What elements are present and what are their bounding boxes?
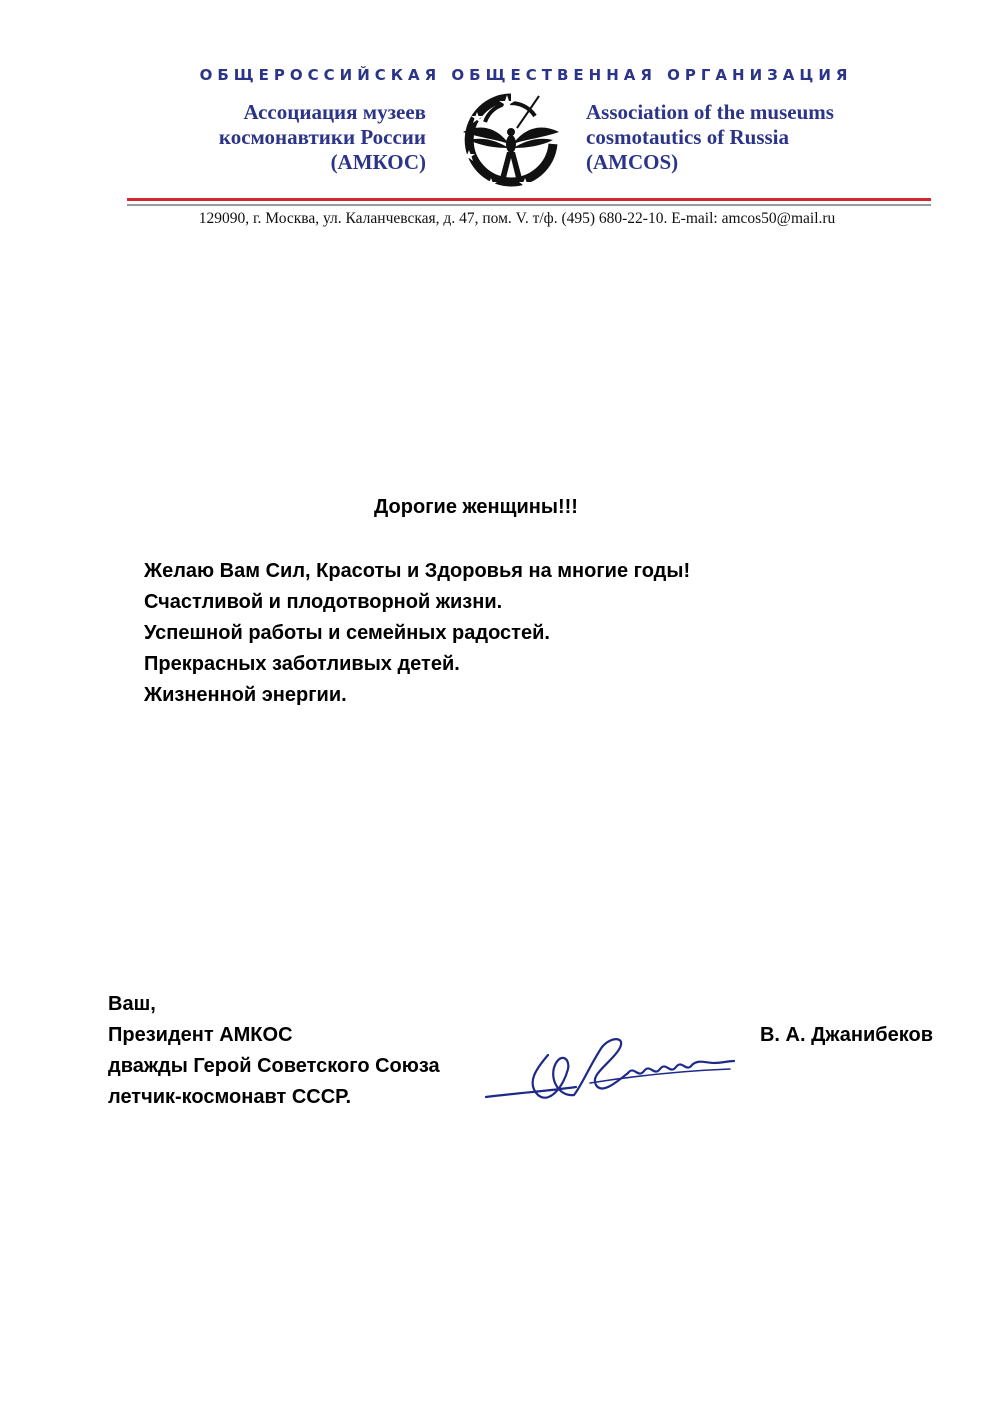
contact-address: 129090, г. Москва, ул. Каланчевская, д. 47, пом. V. т/ф. (495) 680-22-10. E-mail: amcos50@mail.ru (198, 210, 836, 227)
greeting-heading: Дорогие женщины!!! (374, 496, 578, 518)
wish-line: Успешной работы и семейных радостей. (144, 622, 550, 644)
association-name-en-line: cosmotautics of Russia (586, 125, 789, 149)
handwritten-signature-icon (478, 1025, 740, 1115)
wish-line: Прекрасных заботливых детей. (144, 653, 460, 675)
association-name-en-line: Association of the museums (586, 100, 834, 124)
wish-line: Жизненной энергии. (144, 684, 347, 706)
association-name-ru-line: Ассоциация музеев (243, 100, 426, 124)
association-name-en (586, 100, 834, 175)
signoff-block (108, 989, 440, 1113)
association-name-ru-line: космонавтики России (218, 125, 426, 149)
wishes-block (144, 556, 690, 711)
signoff-line: Президент АМКОС (108, 1024, 293, 1046)
association-name-ru-line: (АМКОС) (330, 150, 426, 174)
association-name-ru (219, 100, 426, 175)
signoff-line: дважды Герой Советского Союза (108, 1055, 440, 1077)
letterhead-divider-red (127, 198, 931, 201)
winged-figure-stars-emblem-icon (455, 92, 567, 192)
association-name-en-line: (AMCOS) (586, 150, 679, 174)
signoff-line: летчик-космонавт СССР. (108, 1086, 352, 1108)
signoff-line: Ваш, (108, 993, 156, 1015)
wish-line: Желаю Вам Сил, Красоты и Здоровья на многие годы! (144, 560, 691, 582)
signatory-name: В. А. Джанибеков (759, 1024, 933, 1046)
letterhead-divider-gray (127, 204, 931, 206)
org-title: ОБЩЕРОССИЙСКАЯ ОБЩЕСТВЕННАЯ ОРГАНИЗАЦИЯ (199, 66, 853, 84)
wish-line: Счастливой и плодотворной жизни. (144, 591, 503, 613)
